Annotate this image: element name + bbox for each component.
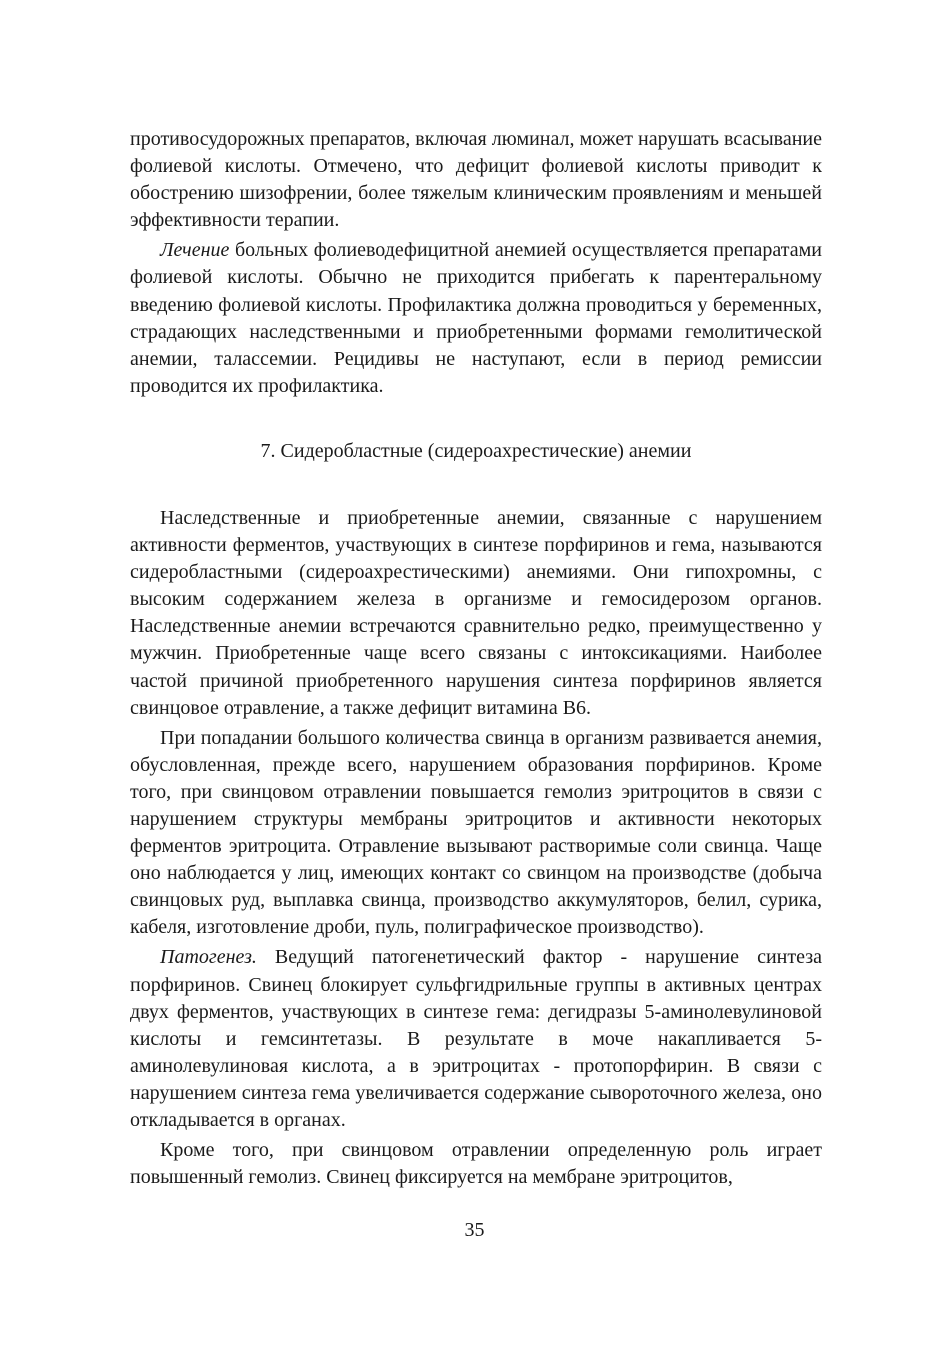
paragraph-pathogenesis (130, 944, 822, 1134)
paragraph-text: противосудорожных препаратов, включая люминал, может нарушать всасывание фолиевой кислоты. Отмечено, что дефицит фолиевой кислоты приводит к обострению шизофрении, более тяжелым клиническим проявлениям и меньшей эффективности терапии. (130, 128, 822, 232)
paragraph-hemolysis (130, 1137, 822, 1191)
paragraph-lead-poisoning (130, 725, 822, 942)
document-page (130, 126, 822, 1191)
paragraph-definition (130, 505, 822, 722)
paragraph-treatment (130, 237, 822, 400)
paragraph-text: Наследственные и приобретенные анемии, связанные с нарушением активности ферментов, участвующих в синтезе порфиринов и гема, называются сидеробластными (сидероахрестическими) анемиями. Они гипохромны, с высоким содержанием железа в организме и гемосидерозом органов. Наследственные анемии встречаются сравнительно редко, преимущественно у мужчин. Приобретенные чаще всего связаны с интоксикациями. Наиболее частой причиной приобретенного нарушения синтеза порфиринов является свинцовое отравление, а также дефицит витамина В6. (130, 506, 822, 719)
paragraph-text: Ведущий патогенетический фактор - нарушение синтеза порфиринов. Свинец блокирует сульфгидрильные группы в активных центрах двух ферментов, участвующих в синтезе гема: дегидразы 5-аминолевулиновой кислоты и гемсинтетазы. В результате в моче накапливается 5-аминолевулиновая кислота, а в эритроцитах - протопорфирин. В связи с нарушением синтеза гема увеличивается содержание сывороточного железа, оно откладывается в органах. (130, 946, 822, 1131)
italic-lead: Лечение (160, 239, 230, 262)
section-heading: 7. Сидеробластные (сидероахрестические) анемии (260, 439, 692, 462)
italic-lead: Патогенез. (160, 946, 257, 969)
paragraph-text: При попадании большого количества свинца в организм развивается анемия, обусловленная, прежде всего, нарушением образования порфиринов. Кроме того, при свинцовом отравлении повышается гемолиз эритроцитов в связи с нарушением структуры мембраны эритроцитов и активности некоторых ферментов эритроцита. Отравление вызывают растворимые соли свинца. Чаще оно наблюдается у лиц, имеющих контакт со свинцом на производстве (добыча свинцовых руд, выплавка свинца, производство аккумуляторов, белил, сурика, кабеля, изготовление дроби, пуль, полиграфическое производство). (130, 726, 822, 939)
paragraph-text: Кроме того, при свинцовом отравлении определенную роль играет повышенный гемолиз. Свинец фиксируется на мембране эритроцитов, (130, 1139, 822, 1189)
paragraph-text: больных фолиеводефицитной анемией осуществляется препаратами фолиевой кислоты. Обычно не приходится прибегать к парентеральному введению фолиевой кислоты. Профилактика должна проводиться у беременных, страдающих наследственными и приобретенными формами гемолитической анемии, талассемии. Рецидивы не наступают, если в период ремиссии проводится их профилактика. (130, 239, 822, 397)
page-number: 35 (464, 1219, 485, 1241)
paragraph-anticonvulsants (130, 126, 822, 234)
